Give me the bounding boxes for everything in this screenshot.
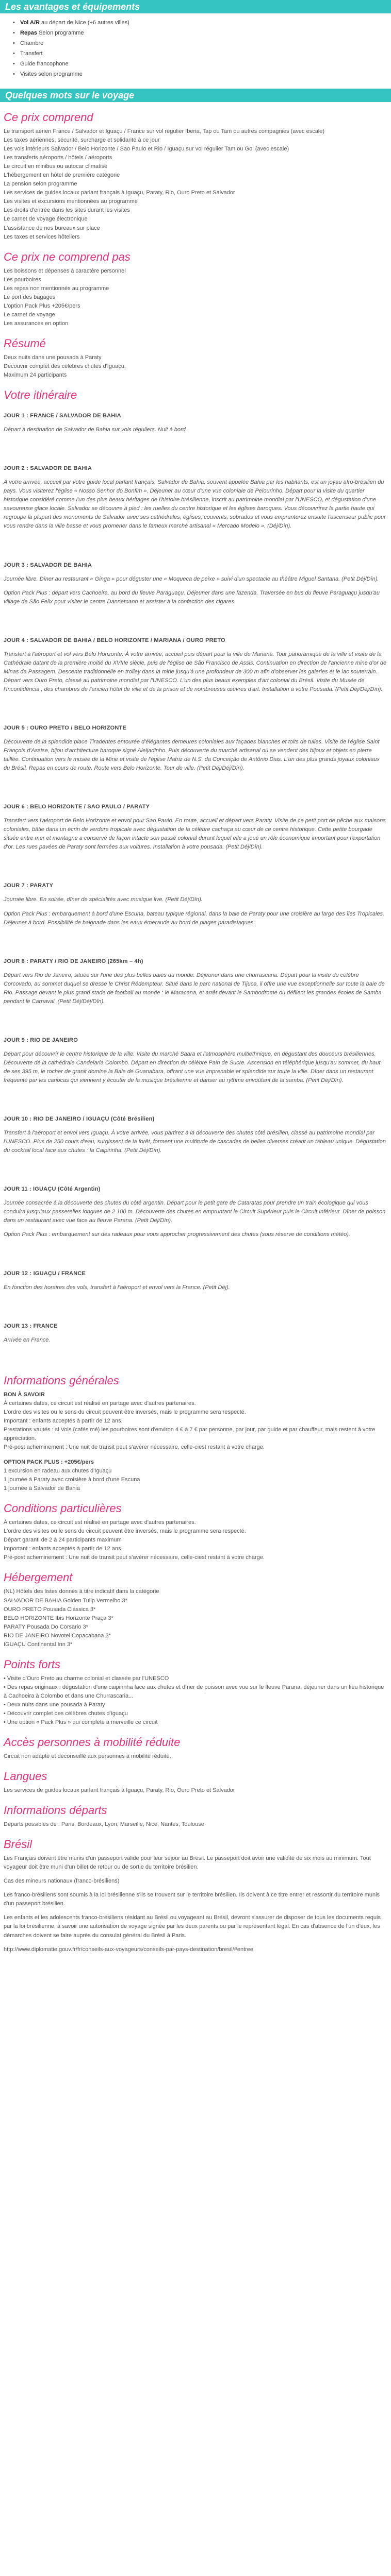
list-item: La pension selon programme [4,181,77,188]
day-title: JOUR 13 : FRANCE [4,1323,58,1329]
prix-ne-comprend-list [4,267,387,328]
list-item: Le circuit en minibus ou autocar climatisé [4,163,108,170]
list-item: Les visites et excursions mentionnées au programme [4,198,138,205]
list-item: Les assurances en option [4,320,69,327]
day-description: Option Pack Plus : embarquement à bord d'une Escuna, bateau typique régional, dans la baie de Paraty pour une croisière au large des îles Tropicales. Déjeuner à bord. Possibilité de baignade dans les eaux émeraude au bord de plages paradisiaques. [4,910,385,926]
paragraph: http://www.diplomatie.gouv.fr/fr/conseils-aux-voyageurs/conseils-par-pays-destination/bresil/#entree [4,1946,254,1953]
bon-a-savoir-title: BON À SAVOIR [4,1391,45,1398]
list-item: Le carnet de voyage [4,311,55,318]
pack-plus-list [4,1467,387,1493]
day-description: Journée consacrée à la découverte des chutes du côté argentin. Départ pour le petit gare de Cataratas pour prendre un train écologique qui vous conduira jusqu'aux passerelles longues de 2 100 m. Découverte des chutes en empruntant le Circuit Supérieur puis le Circuit Inférieur. Dîner de poisson dans un restaurant avec vue face au fleuve Parana. (Petit Déj/Dîn). [4,1200,386,1224]
list-item: • Repas Selon programme [13,28,387,38]
list-item: PARATY Pousada Do Corsario 3* [4,1623,88,1630]
day-description: En fonction des horaires des vols, transfert à l'aéroport et envol vers la France. (Petit Déj). [4,1284,230,1291]
list-item: • Des repas originaux : dégustation d'une caipirinha face aux chutes et dîner de poisson avec vue sur le fleuve Parana, déjeuner dans un lieu historique à Cachoeira à Colombo et dans une Churrascaria... [4,1684,384,1699]
list-item: Les droits d'entrée dans les sites durant les visites [4,207,130,214]
day-description: Option Pack Plus : embarquement sur des radeaux pour vous approcher progressivement des chutes (sous réserve de conditions météo). [4,1231,350,1238]
section-title-hebergement: Hébergement [4,1571,73,1584]
advantages-banner: Les avantages et équipements [0,0,391,13]
list-item: À certaines dates, ce circuit est réalisé en partage avec d'autres partenaires. [4,1519,196,1526]
langues-list [4,1786,387,1795]
list-item: L'ordre des visites ou le sens du circuit peuvent être inversés, mais le programme sera respecté. [4,1528,246,1535]
list-item: 1 excursion en radeau aux chutes d'Iguaçu [4,1468,112,1475]
list-item: Les taxes aériennes, sécurité, surcharge et solidarité à ce jour [4,137,160,144]
day-spacer [4,439,387,455]
points-forts-list [4,1674,387,1727]
section-title-prix-comprend: Ce prix comprend [4,111,93,124]
section-title-acces: Accès personnes à mobilité réduite [4,1736,181,1749]
list-item: • Visite d'Ouro Preto au charme colonial et classée par l'UNESCO [4,1675,169,1682]
day-description: Transfert vers l'aéroport de Belo Horizonte et envol pour Sao Paulo. En route, accueil et départ vers Paraty. Visite de ce petit port de pêche aux maisons coloniales, bâtie dans un écrin de verdure tropicale avec dégustation de la célèbre cachaça au cœur de ce centre historique. Cette petite bourgade située entre mer et montagne a conservé de façon intacte son passé colonial durant lequel elle a joué un rôle économique important pour l'exportation d'or. Les rues pavées de Paraty sont fermées aux voitures. Installation à votre pousada. (Petit Déj/Dîn). [4,818,386,851]
paragraph: Cas des mineurs nationaux (franco-brésiliens) [4,1878,120,1885]
list-item: IGUAÇU Continental Inn 3* [4,1641,73,1648]
day-description: Transfert à l'aéroport et envol vers Iguaçu. À votre arrivée, vous partirez à la découverte des chutes côté brésilien, classé au patrimoine mondial par l'UNESCO. Plus de 250 cours d'eau, surgissent de la forêt, forment une multitude de cascades de belles diverses créant un tableau unique. Dégustation du cocktail local face aux chutes : la Caipirinha. (Petit Déj/Dîn). [4,1130,386,1154]
list-item: Les taxes et services hôteliers [4,233,80,240]
day-description: Transfert à l'aéroport et vol vers Belo Horizonte. À votre arrivée, accueil puis départ pour la ville de Mariana. Tour panoramique de la ville et visite de la Cathédrale datant de la première moitié du XVIIIe siècle, puis de l'église de São Francisco de Assis. Continuation en direction de l'ancienne mine d'or de Minas da Passagem. Descente traditionnelle en trolley dans la mine jusqu'à une profondeur de 300 m afin d'observer les galeries et le lac souterrain. Départ vers Ouro Preto, classé au patrimoine mondial par l'UNESCO. L'un des plus beaux exemples d'art colonial du Brésil. Visite du Musée de l'Inconfidência ; des chambres de l'ancien hôtel de ville et de la prison et de nombreuses œuvres d'art. Installation à votre Pousada. (Petit Déj/Déj/Dîn). [4,651,387,692]
section-title-itinerary: Votre itinéraire [4,388,77,402]
day-description: Départ vers Rio de Janeiro, située sur l'une des plus belles baies du monde. Déjeuner dans une churrascaria. Départ pour la visite du célèbre Corcovado, au sommet duquel se dresse le Christ Rédempteur. Situé dans le parc national de Tijuca, il offre une vue exceptionnelle sur toute la baie de Rio. Passage devant le plus grand stade de football au monde : le Maracana, et arrêt devant le Sambodrome où défilent les grandes écoles de Samba pendant le Carnaval. (Petit Déj/Déj/Dîn). [4,972,385,1005]
list-item: Départ garanti de 2 à 24 participants maximum [4,1537,122,1544]
day-title: JOUR 4 : SALVADOR DE BAHIA / BELO HORIZONTE / MARIANA / OURO PRETO [4,637,225,643]
list-item: À certaines dates, ce circuit est réalisé en partage avec d'autres partenaires. [4,1400,196,1406]
check-bullet-icon: • [13,61,15,67]
bon-a-savoir-list [4,1399,387,1452]
day-spacer [4,1297,387,1313]
list-item: • Deux nuits dans une pousada à Paraty [4,1701,105,1708]
check-bullet-icon: • [13,50,15,57]
check-bullet-icon: • [13,40,15,46]
day-spacer [4,1090,387,1106]
section-title-prix-ne-comprend: Ce prix ne comprend pas [4,250,131,263]
day-title: JOUR 5 : OURO PRETO / BELO HORIZONTE [4,724,127,731]
list-item: L'option Pack Plus +205€/pers [4,302,80,309]
list-item: L'ordre des visites ou le sens du circuit peuvent être inversés, mais le programme sera respecté. [4,1409,246,1415]
day-description: Départ à destination de Salvador de Bahia sur vols réguliers. Nuit à bord. [4,427,187,433]
list-item: OURO PRETO Pousada Clássica 3* [4,1606,96,1613]
day-spacer [4,778,387,793]
list-item: Les repas non mentionnés au programme [4,285,109,292]
bresil-list [4,1854,387,1954]
day-title: JOUR 3 : SALVADOR DE BAHIA [4,562,92,568]
day-description: Journée libre. Dîner au restaurant « Ginga » pour déguster une « Moqueca de peixe » suivi d'un spectacle au théâtre Miguel Santana. (Petit Déj/Dîn). [4,575,379,582]
day-spacer [4,933,387,948]
section-title-points-forts: Points forts [4,1657,61,1671]
list-item: Les services de guides locaux parlant français à Iguaçu, Paraty, Rio, Ouro Preto et Salvador [4,1787,235,1794]
acces-list [4,1752,387,1761]
list-item: Les services de guides locaux parlant français à Iguaçu, Paraty, Rio, Ouro Preto et Salvador [4,190,235,196]
hebergement-list [4,1587,387,1649]
list-item: Circuit non adapté et déconseillé aux personnes à mobilité réduite. [4,1753,171,1760]
list-item: • Visites selon programme [13,69,387,79]
trip-words-banner: Quelques mots sur le voyage [0,89,391,102]
day-title: JOUR 2 : SALVADOR DE BAHIA [4,465,92,472]
day-spacer [4,612,387,627]
day-title: JOUR 1 : FRANCE / SALVADOR DE BAHIA [4,413,121,419]
advantages-list [4,18,387,79]
day-spacer [4,1160,387,1176]
day-spacer [4,1011,387,1027]
list-item: Le transport aérien France / Salvador et Iguaçu / France sur vol régulier Iberia, Tap ou Tam ou autres compagnies (avec escale) [4,128,325,134]
list-item: SALVADOR DE BAHIA Golden Tulip Vermelho 3* [4,1597,127,1604]
day-description: Arrivée en France. [4,1336,51,1343]
prix-comprend-list [4,127,387,242]
paragraph: Les enfants et les adolescents franco-brésiliens résidant au Brésil ou voyageant au Brésil, devront s'assurer de disposer de tous les documents requis par la loi brésilienne, à savoir une autorisation de voyage signée par les deux parents ou par le représentant légal. En cas d'absence de l'un d'eux, les démarches doivent se faire auprès du consulat général du Brésil à Paris. [4,1914,381,1939]
list-item: RIO DE JANEIRO Novotel Copacabana 3* [4,1632,111,1639]
list-item: • Vol A/R au départ de Nice (+6 autres villes) [13,18,387,28]
list-item: BELO HORIZONTE Ibis Horizonte Praça 3* [4,1615,113,1621]
section-title-infos-generales: Informations générales [4,1374,119,1387]
list-item: (NL) Hôtels des listes donnés à titre indicatif dans la catégorie [4,1588,159,1595]
day-description: Journée libre. En soirée, dîner de spécialités avec musique live. (Petit Déj/Dîn). [4,896,203,903]
section-title-bresil: Brésil [4,1838,32,1851]
day-title: JOUR 6 : BELO HORIZONTE / SAO PAULO / PARATY [4,804,150,810]
day-title: JOUR 12 : IGUAÇU / FRANCE [4,1270,86,1277]
list-item: • Une option « Pack Plus » qui complète à merveille ce circuit [4,1719,158,1726]
day-title: JOUR 11 : IGUAÇU (Côté Argentin) [4,1186,101,1193]
list-item: L'assistance de nos bureaux sur place [4,225,100,231]
list-item: Pré-post acheminement : Une nuit de transit peut s'avérer nécessaire, celle-ciest restant à votre charge. [4,1444,265,1450]
day-description: Option Pack Plus : départ vers Cachoeira, au bord du fleuve Paraguaçu. Déjeuner dans une fazenda. Traversée en bus du fleuve Paraguaçu jusqu'au village de São Felix pour visiter le centre Dannemann et assister à la confection des cigares. [4,589,380,605]
list-item: Maximum 24 participants [4,372,67,379]
section-title-langues: Langues [4,1770,47,1783]
itinerary [4,412,387,1365]
section-title-conditions: Conditions particulières [4,1502,122,1515]
list-item: 1 journée à Paraty avec croisière à bord d'une Escuna [4,1477,140,1483]
list-item: Les vols intérieurs Salvador / Belo Horizonte / Sao Paulo et Rio / Iguaçu sur vol régulier Tam ou Gol (avec escale) [4,146,289,152]
list-item: • Découvrir complet des célèbres chutes d'Iguaçu [4,1710,128,1717]
list-item: 1 journée à Salvador de Bahia [4,1485,80,1492]
day-title: JOUR 8 : PARATY / RIO DE JANEIRO (265km – 4h) [4,958,143,964]
list-item: Les pourboires [4,276,41,283]
list-item: Pré-post acheminement : Une nuit de transit peut s'avérer nécessaire, celle-ciest restant à votre charge. [4,1554,265,1561]
day-description: Départ pour découvrir le centre historique de la ville. Visite du marché Saara et l'atmosphère multiethnique, en dégustant des douceurs brésiliennes. Découverte de la cathédrale Candelaria Colombo. Départ en direction du célèbre Pain de Sucre. Ascension en téléphérique jusqu'au sommet, du haut de ses 395 m, le rocher de granit domine la Baie de Guanabara, offrant une vue imprenable et splendide sur toute la ville. Dîner dans un restaurant fréquenté par les cariocas qui viennent y écouter de la musique brésilienne et danser au rythme envoûtant de la samba. (Petit Déj/Dîn). [4,1050,381,1084]
list-item: L'hébergement en hôtel de première catégorie [4,172,120,179]
list-item: Prestations vautés : si Vols (cafés mé) les pourboires sont d'environ 4 € à 7 € par personne, par jour, par guide et par chauffeur, mais restent à votre appréciation. [4,1426,376,1442]
day-title: JOUR 7 : PARATY [4,883,54,889]
day-spacer [4,857,387,872]
resume-list [4,353,387,380]
day-spacer [4,699,387,715]
day-spacer [4,1245,387,1260]
check-bullet-icon: • [13,30,15,36]
list-item: • Guide francophone [13,59,387,69]
day-title: JOUR 9 : RIO DE JANEIRO [4,1037,78,1043]
day-spacer [4,1350,387,1365]
section-title-infos-departs: Informations départs [4,1804,107,1817]
list-item: Important : enfants acceptés à partir de 12 ans. [4,1546,123,1552]
check-bullet-icon: • [13,71,15,77]
list-item: Les transferts aéroports / hôtels / aéroports [4,155,112,161]
conditions-list [4,1518,387,1562]
check-bullet-icon: • [13,20,15,26]
list-item: Le port des bagages [4,294,56,300]
day-title: JOUR 10 : RIO DE JANEIRO / IGUAÇU (Côté Brésilien) [4,1116,155,1123]
list-item: • Chambre [13,38,387,48]
pack-plus-title: OPTION PACK PLUS : +205€/pers [4,1459,94,1466]
day-description: Découverte de la splendide place Tiradentes entourée d'élégantes demeures coloniales aux façades blanches et toits de tuiles. Visite de l'église Saint François d'Assise, bijou d'architecture baroque signé Aleijadinho. Puis découverte du marché artisanal où se vendent des bijoux et objets en pierre taillée. Continuation vers le musée de la Mine et visite de l'église Matriz de N.S. da Conceição de Antônio Dias. L'un des plus grands joyaux coloniaux du Brésil. Repas en cours de route. Route vers Belo Horizonte. Tour de ville. (Petit Déj/Déj/Dîn). [4,739,380,772]
list-item: Les boissons et dépenses à caractère personnel [4,267,126,274]
list-item: Le carnet de voyage électronique [4,216,88,223]
day-spacer [4,536,387,552]
list-item: • Transfert [13,48,387,59]
list-item: Deux nuits dans une pousada à Paraty [4,354,102,361]
list-item: Important : enfants acceptés à partir de 12 ans. [4,1417,123,1424]
list-item: Découvrir complet des célèbres chutes d'Iguaçu. [4,363,126,369]
list-item: Départs possibles de : Paris, Bordeaux, Lyon, Marseille, Nice, Nantes, Toulouse [4,1821,204,1828]
section-title-resume: Résumé [4,336,46,350]
infos-departs-list [4,1820,387,1829]
paragraph: Les Français doivent être munis d'un passeport valide pour leur séjour au Brésil. Le passeport doit avoir une validité de six mois au minimum. Tout voyageur doit être muni d'un billet de retour ou de sortie du territoire brésilien. [4,1855,371,1871]
paragraph: Les franco-brésiliens sont soumis à la loi brésilienne s'ils se trouvent sur le territoire brésilien. Ils doivent à ce titre entrer et ressortir du territoire munis d'un passeport brésilien. [4,1892,380,1907]
day-description: À votre arrivée, accueil par votre guide local parlant français. Salvador de Bahia, souvent appelée Bahia par les habitants, est un joyau afro-brésilien du pays. Vous visiterez l'église « Nosso Senhor do Bonfim ». Déjeuner au cœur d'une vue coloniale de Pelourinho. Départ pour la visite du quartier historique considéré comme l'un des plus beaux héritages de l'histoire brésilienne, inscrit au patrimoine mondial par l'UNESCO, et dégustation d'une savoureuse glace locale. Salvador se découvre à pied : les ruelles du centre historique et les églises baroques. Vous découvrirez la partie haute qui regroupe la plupart des monuments de Salvador avec ses cathédrales, églises, couvents, sobrados et vous emprunterez ensuite l'ascenseur public pour vous rendre dans la ville basse et vous promener dans le fameux marché artisanal « Mercado Modelo ». (Déj/Dîn). [4,479,386,530]
